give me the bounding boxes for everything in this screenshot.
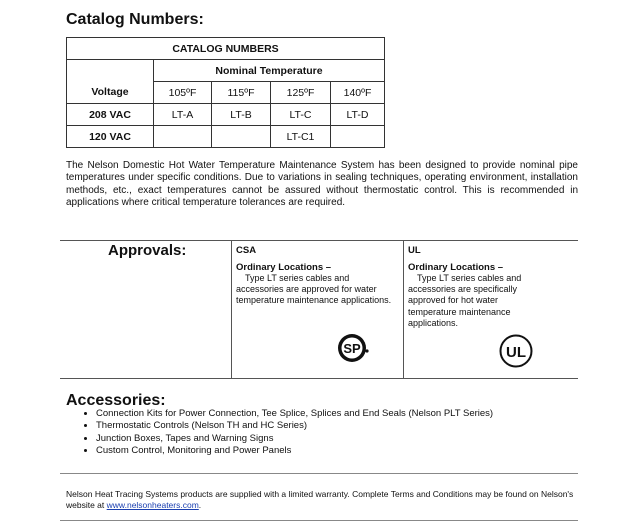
- accessories-list: [78, 408, 493, 458]
- list-item: • Connection Kits for Power Connection, Tee Splice, Splices and End Seals (Nelson PLT Series): [96, 408, 493, 420]
- ul-subtitle: Ordinary Locations –: [408, 262, 504, 273]
- footer-bottom-divider: [60, 520, 578, 521]
- catalog-table: [66, 37, 385, 148]
- footer-note: [66, 489, 586, 511]
- temp-header: 140ºF: [331, 82, 385, 104]
- catalog-cell: [331, 126, 385, 148]
- ul-logo-icon: [498, 333, 534, 374]
- list-item: • Junction Boxes, Tapes and Warning Signs: [96, 433, 493, 445]
- list-item: • Thermostatic Controls (Nelson TH and HC Series): [96, 420, 493, 432]
- nominal-temperature-header: Nominal Temperature: [154, 60, 385, 82]
- catalog-cell: LT-C1: [271, 126, 331, 148]
- voltage-header: Voltage: [67, 82, 154, 104]
- temp-header: 115ºF: [212, 82, 271, 104]
- catalog-cell: [154, 126, 212, 148]
- approvals-bottom-divider: [60, 378, 578, 379]
- list-item: • Custom Control, Monitoring and Power Panels: [96, 445, 493, 457]
- table-title: CATALOG NUMBERS: [67, 38, 385, 60]
- accessories-heading: Accessories:: [66, 392, 166, 409]
- table-row: [67, 104, 385, 126]
- approvals-heading: Approvals:: [108, 242, 187, 259]
- catalog-cell: LT-C: [271, 104, 331, 126]
- website-link[interactable]: www.nelsonheaters.com: [106, 499, 199, 510]
- catalog-cell: [212, 126, 271, 148]
- temp-header: 125ºF: [271, 82, 331, 104]
- svg-text:SP: SP: [343, 341, 361, 356]
- footer-text: Nelson Heat Tracing Systems products are supplied with a limited warranty. Complete Terms and Conditions may be found on Nelson's website at: [66, 489, 574, 510]
- ul-title: UL: [408, 245, 421, 256]
- description-paragraph: The Nelson Domestic Hot Water Temperature Maintenance System has been designed to provide nominal pipe temperatures under specific conditions. Due to variations in sealing techniques, operating environment, installation methods, etc., exact temperatures cannot be assured without thermostatic control. This is recommended in applications where critical temperature tolerances are required.: [66, 160, 578, 208]
- temp-header: 105ºF: [154, 82, 212, 104]
- voltage-cell: 120 VAC: [67, 126, 154, 148]
- svg-text:UL: UL: [506, 344, 526, 361]
- approvals-divider-right: [403, 240, 404, 378]
- table-row: [67, 126, 385, 148]
- empty-cell: [67, 60, 154, 82]
- csa-logo-icon: [336, 331, 370, 370]
- csa-subtitle: Ordinary Locations –: [236, 262, 332, 273]
- ul-column: [408, 245, 538, 329]
- footer-end: .: [198, 499, 202, 510]
- csa-title: CSA: [236, 245, 257, 256]
- catalog-heading: Catalog Numbers:: [66, 11, 204, 28]
- approvals-top-divider: [60, 240, 578, 241]
- csa-text: Type LT series cables and accessories are approved for water temperature maintenance applications.: [236, 273, 392, 306]
- approvals-divider-left: [231, 240, 232, 378]
- ul-text: Type LT series cables and accessories are specifically approved for hot water temperature maintenance applications.: [408, 273, 522, 328]
- catalog-cell: LT-A: [154, 104, 212, 126]
- catalog-cell: LT-B: [212, 104, 271, 126]
- footer-top-divider: [60, 473, 578, 474]
- voltage-cell: 208 VAC: [67, 104, 154, 126]
- catalog-cell: LT-D: [331, 104, 385, 126]
- csa-column: [236, 245, 398, 307]
